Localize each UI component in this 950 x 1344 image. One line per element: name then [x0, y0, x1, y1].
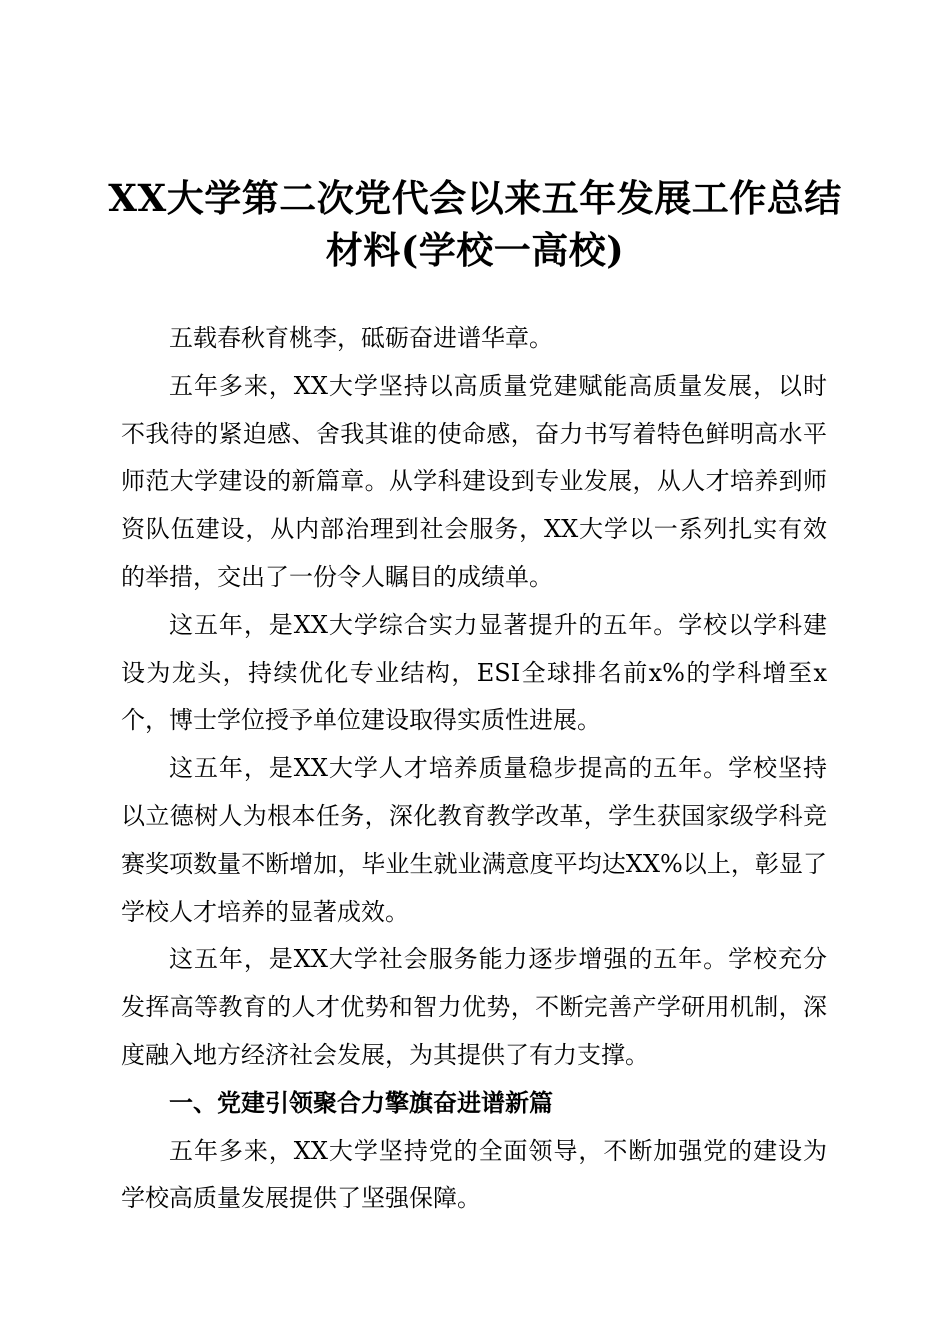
document-body: [121, 315, 827, 1223]
section-heading: 一、党建引领聚合力擎旗奋进谱新篇: [169, 1088, 553, 1117]
paragraph-strength: 这五年，是XX大学综合实力显著提升的五年。学校以学科建设为龙头，持续优化专业结构，ESI全球排名前x%的学科增至x个，博士学位授予单位建设取得实质性进展。: [121, 610, 827, 735]
paragraph-talent: 这五年，是XX大学人才培养质量稳步提高的五年。学校坚持以立德树人为根本任务，深化教育教学改革，学生获国家级学科竞赛奖项数量不断增加，毕业生就业满意度平均达XX%以上，彰显了学校人才培养的显著成效。: [121, 754, 827, 926]
paragraph-overview: 五年多来，XX大学坚持以高质量党建赋能高质量发展，以时不我待的紧迫感、舍我其谁的使命感，奋力书写着特色鲜明高水平师范大学建设的新篇章。从学科建设到专业发展，从人才培养到师资队伍建设，从内部治理到社会服务，XX大学以一系列扎实有效的举措，交出了一份令人瞩目的成绩单。: [121, 371, 827, 591]
document-title: [100, 172, 850, 276]
title-line-1: XX大学第二次党代会以来五年发展工作总结: [108, 176, 842, 220]
title-line-2: 材料(学校一高校): [325, 228, 625, 272]
paragraph-party-building: 五年多来，XX大学坚持党的全面领导，不断加强党的建设为学校高质量发展提供了坚强保障。: [121, 1136, 827, 1213]
paragraph-service: 这五年，是XX大学社会服务能力逐步增强的五年。学校充分发挥高等教育的人才优势和智力优势，不断完善产学研用机制，深度融入地方经济社会发展，为其提供了有力支撑。: [121, 945, 827, 1069]
paragraph-opening: 五载春秋育桃李，砥砺奋进谱华章。: [169, 324, 553, 352]
